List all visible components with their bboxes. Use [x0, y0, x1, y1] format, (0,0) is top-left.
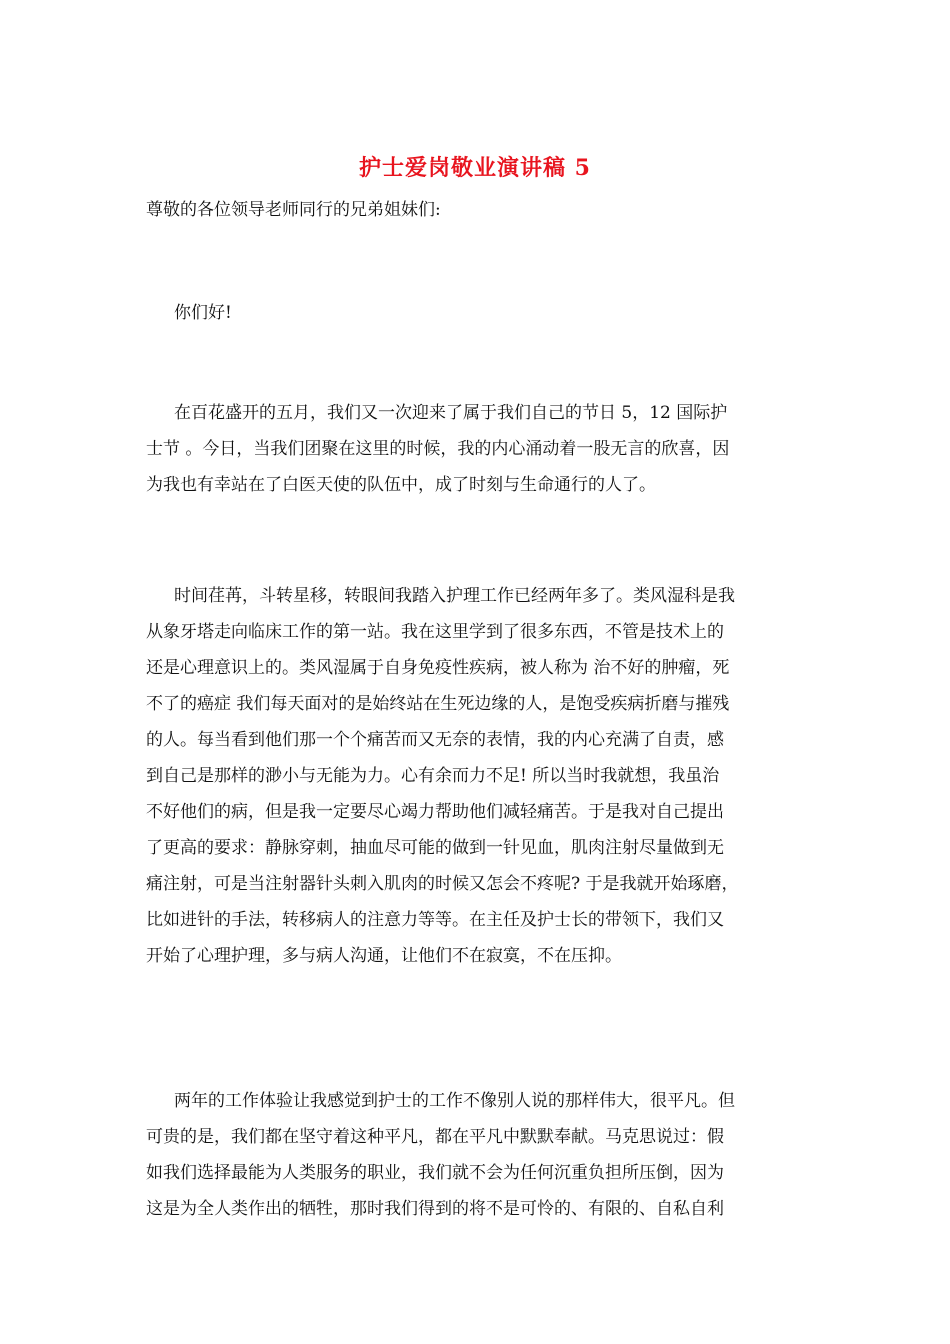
greeting-line: 你们好! [174, 303, 232, 323]
paragraph-line: 时间荏苒，斗转星移，转眼间我踏入护理工作已经两年多了。类风湿科是我 [174, 586, 735, 606]
paragraph-line: 不好他们的病，但是我一定要尽心竭力帮助他们减轻痛苦。于是我对自己提出 [146, 802, 724, 822]
paragraph-line: 如我们选择最能为人类服务的职业，我们就不会为任何沉重负担所压倒，因为 [146, 1163, 724, 1183]
greeting-paragraph [146, 295, 806, 331]
paragraph-line: 还是心理意识上的。类风湿属于自身免疫性疾病，被人称为 治不好的肿瘤，死 [146, 658, 730, 678]
paragraph-line: 两年的工作体验让我感觉到护士的工作不像别人说的那样伟大，很平凡。但 [174, 1091, 735, 1111]
paragraph-line: 的人。每当看到他们那一个个痛苦而又无奈的表情，我的内心充满了自责，感 [146, 730, 724, 750]
paragraph-line: 在百花盛开的五月，我们又一次迎来了属于我们自己的节日 5，12 国际护 [174, 403, 728, 423]
paragraph-line: 到自己是那样的渺小与无能为力。心有余而力不足! 所以当时我就想，我虽治 [146, 766, 720, 786]
paragraph-line: 不了的癌症 我们每天面对的是始终站在生死边缘的人，是饱受疾病折磨与摧残 [146, 694, 730, 714]
paragraph-line: 为我也有幸站在了白医天使的队伍中，成了时刻与生命通行的人了。 [146, 475, 656, 495]
paragraph-line: 可贵的是，我们都在坚守着这种平凡，都在平凡中默默奉献。马克思说过：假 [146, 1127, 724, 1147]
paragraph-3 [146, 1083, 806, 1227]
paragraph-line: 比如进针的手法，转移病人的注意力等等。在主任及护士长的带领下，我们又 [146, 910, 724, 930]
paragraph-line: 这是为全人类作出的牺牲，那时我们得到的将不是可怜的、有限的、自私自利 [146, 1199, 724, 1219]
paragraph-line: 开始了心理护理，多与病人沟通，让他们不在寂寞，不在压抑。 [146, 946, 622, 966]
paragraph-2 [146, 578, 806, 974]
paragraph-line: 痛注射，可是当注射器针头刺入肌肉的时候又怎会不疼呢? 于是我就开始琢磨， [146, 874, 739, 894]
paragraph-line: 了更高的要求：静脉穿刺，抽血尽可能的做到一针见血，肌肉注射尽量做到无 [146, 838, 724, 858]
paragraph-1 [146, 395, 806, 503]
document-title: 护士爱岗敬业演讲稿 5 [359, 155, 591, 181]
paragraph-line: 士节 。今日，当我们团聚在这里的时候，我的内心涌动着一股无言的欣喜，因 [146, 439, 730, 459]
paragraph-line: 从象牙塔走向临床工作的第一站。我在这里学到了很多东西，不管是技术上的 [146, 622, 724, 642]
salutation: 尊敬的各位领导老师同行的兄弟姐妹们: [146, 200, 441, 220]
